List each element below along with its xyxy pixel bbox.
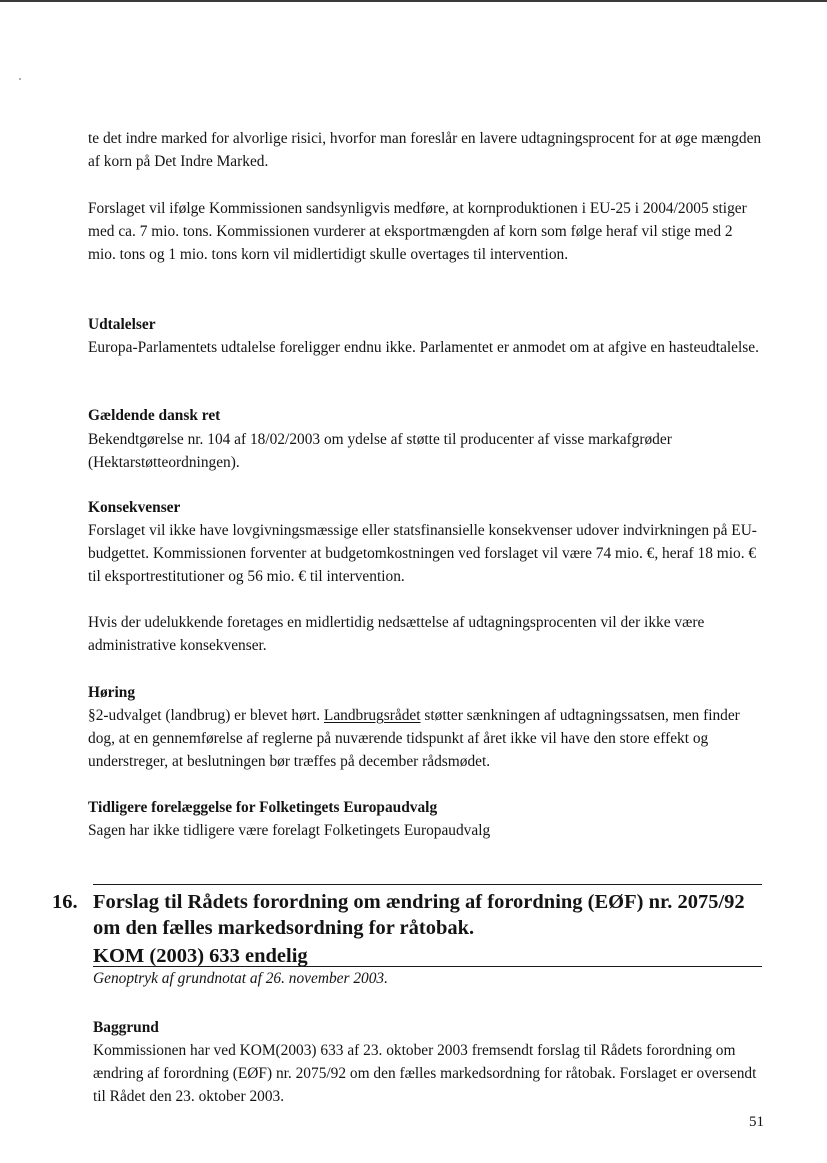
- hoering-heading: Høring: [88, 684, 136, 701]
- konsekvenser-text: Forslaget vil ikke have lovgivningsmæssige eller statsfinansielle konsekvenser udover indvirkningen på EU-budgettet. Kommissionen forventer at budgetomkostningen ved forslaget vil være 74 mio. €, heraf 18 mio. € til eksportrestitutioner og 56 mio. € til intervention.: [88, 522, 757, 585]
- section-bottom-rule: [93, 966, 762, 967]
- hoering-text-before: §2-udvalget (landbrug) er blevet hørt.: [88, 707, 324, 724]
- section-number: 16.: [52, 891, 78, 913]
- tidligere-heading: Tidligere forelæggelse for Folketingets Europaudvalg: [88, 799, 438, 816]
- page-top-border: [0, 0, 827, 2]
- konsekvenser-text-2: Hvis der udelukkende foretages en midlertidig nedsættelse af udtagningsprocenten vil der ikke være administrative konsekvenser.: [88, 614, 705, 654]
- landbrugsraadet-link[interactable]: Landbrugsrådet: [323, 707, 421, 724]
- hoering-text: [88, 704, 764, 773]
- forecast-paragraph: Forslaget vil ifølge Kommissionen sandsynligvis medføre, at kornproduktionen i EU-25 i 2004/2005 stiger med ca. 7 mio. tons. Kommissionen vurderer at eksportmængden af korn som følge heraf vil stige med 2 mio. tons og 1 mio. tons korn vil midlertidigt skulle overtages til intervention.: [88, 200, 747, 263]
- continued-paragraph: te det indre marked for alvorlige risici, hvorfor man foreslår en lavere udtagningsprocent for at øge mængden af korn på Det Indre Marked.: [88, 130, 762, 170]
- section-top-rule: [93, 884, 762, 885]
- gaeldende-ret-heading: Gældende dansk ret: [88, 407, 221, 424]
- tidligere-text: Sagen har ikke tidligere være forelagt Folketingets Europaudvalg: [88, 822, 491, 839]
- scan-speck: [19, 78, 21, 80]
- udtalelser-heading: Udtalelser: [88, 316, 156, 333]
- baggrund-heading: Baggrund: [93, 1019, 159, 1036]
- konsekvenser-heading: Konsekvenser: [88, 499, 181, 516]
- page-number: 51: [749, 1114, 764, 1130]
- hoering-text-after: støtter sænkningen af udtagningssatsen, men finder dog, at en gennemførelse af reglerne på nuværende tidspunkt af året ikke vil have den store effekt og understreger, at beslutningen bør træffes på december rådsmødet.: [88, 707, 740, 770]
- baggrund-text: Kommissionen har ved KOM(2003) 633 af 23. oktober 2003 fremsendt forslag til Rådets forordning om ændring af forordning (EØF) nr. 2075/92 om den fælles markedsordning for råtobak. Forslaget er oversendt til Rådet den 23. oktober 2003.: [93, 1042, 757, 1105]
- udtalelser-text: Europa-Parlamentets udtalelse foreligger endnu ikke. Parlamentet er anmodet om at afgive en hasteudtalelse.: [88, 339, 759, 356]
- section-subtitle: Genoptryk af grundnotat af 26. november 2003.: [93, 970, 388, 987]
- gaeldende-ret-text: Bekendtgørelse nr. 104 af 18/02/2003 om ydelse af støtte til producenter af visse markafgrøder (Hektarstøtteordningen).: [88, 431, 672, 471]
- section-document-reference: KOM (2003) 633 endelig: [93, 945, 308, 967]
- section-title: Forslag til Rådets forordning om ændring af forordning (EØF) nr. 2075/92 om den fælles markedsordning for råtobak.: [93, 891, 745, 939]
